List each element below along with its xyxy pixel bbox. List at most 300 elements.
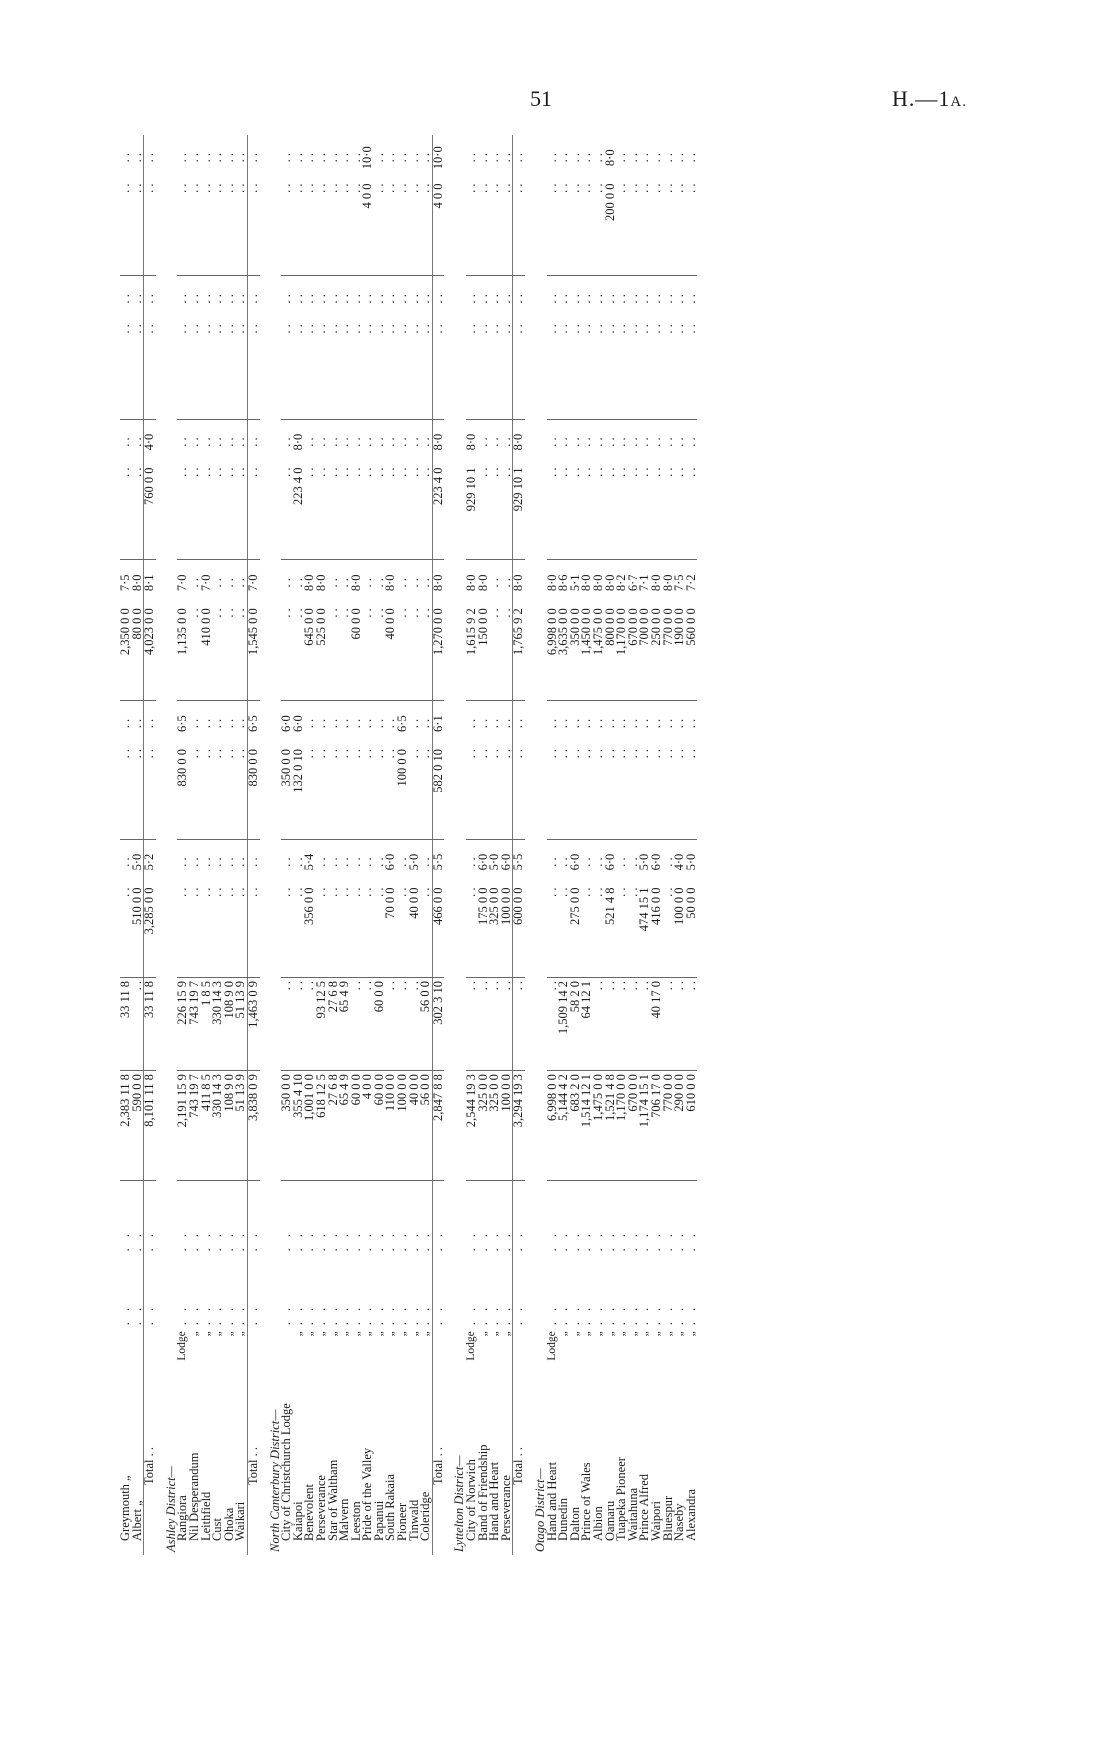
cell-c12: . . [290,294,305,304]
cell-c14: . . [579,153,594,163]
cell-c4: 6·0 [648,853,663,871]
leader-dots: . . [418,1303,433,1326]
table-row [605,135,617,1555]
cell-c7: . . [339,605,351,700]
table-row [224,135,236,1555]
leader-dots: . . [556,1303,571,1326]
row-lodge: „ [199,1331,212,1337]
cell-c13: . . [132,180,144,275]
cell-c3: . . [177,884,189,977]
row-name: Otago District— [533,1468,547,1552]
cell-c13: . . [513,180,525,275]
row-lodge: „ [372,1331,385,1337]
cell-c9: 760 0 0 [144,464,156,559]
cell-c3: 474 15 1 [639,884,651,977]
cell-c8: 8·0 [579,574,594,592]
leader-dots: . . [198,1229,213,1252]
cell-c2: 93 12 5 [316,978,328,1071]
row-name: Prince of Wales [579,1462,594,1541]
table-gap [156,135,166,1555]
cell-c14: . . [175,153,190,163]
cell-c1: 3,294 19 3 [513,1071,525,1181]
cell-c12: . . [371,294,386,304]
leader-dots: . . [602,1229,617,1252]
cell-c12: . . [186,294,201,304]
cell-c13: 4 0 0 [432,180,444,275]
cell-c7: 350 0 0 [570,605,582,700]
cell-c11: . . [189,321,201,419]
cell-c7: 150 0 0 [478,605,490,700]
cell-c6: . . [233,718,248,729]
table-row [547,135,559,1555]
cell-c10: . . [487,437,502,447]
leader-dots: . . [637,1303,652,1326]
cell-c2: 60 0 0 [374,978,386,1071]
cell-c14: . . [406,153,421,163]
cell-c7: . . [362,605,374,700]
row-lodge: „ [291,1331,304,1337]
cell-c3: 50 0 0 [686,884,698,977]
cell-c12: . . [544,294,559,304]
cell-c14: . . [290,153,305,163]
cell-c8: . . [337,578,352,588]
cell-c3: . . [547,884,559,977]
cell-c14: . . [637,153,652,163]
cell-c5: 582 0 10 [432,746,444,839]
cell-c14: . . [475,153,490,163]
cell-c14: . . [186,153,201,163]
table-body [120,135,697,1555]
row-lodge: „ [638,1331,651,1337]
cell-c13: . . [478,180,490,275]
cell-c10: . . [625,437,640,447]
cell-c14: 8·0 [602,149,617,167]
table-row [513,135,525,1555]
cell-c14: . . [348,153,363,163]
cell-c5: . . [362,746,374,839]
cell-c7: . . [489,605,501,700]
cell-c12: . . [418,294,433,304]
table-gap [444,135,454,1555]
table-row [293,135,305,1555]
leader-dots: . . [221,1229,236,1252]
leader-dots: . . [186,1303,201,1326]
cell-c12: . . [279,294,294,304]
cell-c9: . . [328,464,340,559]
row-lodge: „ [673,1331,686,1337]
cell-c1: 3,838 0 9 [247,1071,259,1181]
cell-c6: . . [221,718,236,729]
cell-c7: 1,170 0 0 [616,605,628,700]
row-name: Cust [210,1518,225,1541]
cell-c14: . . [302,153,317,163]
cell-c3: . . [212,884,224,977]
cell-c11: . . [362,321,374,419]
cell-c6: . . [660,718,675,729]
cell-c8: 6·7 [625,574,640,592]
cell-c1: 770 0 0 [663,1071,675,1181]
cell-c12: . . [625,294,640,304]
cell-c12: . . [302,294,317,304]
cell-c2: . . [663,978,675,1071]
table-row [535,135,547,1555]
cell-c6: . . [129,718,144,729]
cell-c5: . . [478,746,490,839]
cell-c14: . . [614,153,629,163]
cell-c14: . . [221,153,236,163]
cell-c10: 4·0 [144,419,156,464]
cell-c12: . . [432,276,444,321]
leader-dots: . . [498,1229,513,1252]
cell-c10: . . [567,437,582,447]
leader-dots: . . [544,1229,559,1252]
row-name: Tuapeka Pioneer [614,1457,629,1541]
document-reference-main: H.—1 [892,86,951,111]
cell-c8: . . [221,578,236,588]
cell-c11: . . [201,321,213,419]
table-row [281,135,293,1555]
cell-c3: . . [593,884,605,977]
row-lodge: „ [396,1331,409,1337]
leader-dots: . . [544,1303,559,1326]
cell-c13: 4 0 0 [362,180,374,275]
cell-c2: 1,509 14 2 [558,978,570,1071]
cell-c2: . . [304,978,316,1071]
row-name: Nil Desperandum [186,1452,201,1541]
cell-c8: 8·6 [556,574,571,592]
leader-dots: . . [487,1229,502,1252]
table-row [686,135,698,1555]
cell-c10: . . [186,437,201,447]
lodge-investments-table [120,135,697,1555]
cell-c3: . . [466,884,478,977]
cell-c6: . . [348,718,363,729]
cell-c10: . . [325,437,340,447]
cell-c6: . . [475,718,490,729]
leader-dots: . . [498,1303,513,1326]
row-name: Naseby [672,1503,687,1541]
cell-c3: . . [663,884,675,977]
cell-c4: . . [221,857,236,867]
cell-c4: 6·0 [475,853,490,871]
row-name: Waitahuna [625,1487,640,1541]
cell-c7: . . [420,605,432,700]
cell-c12: . . [498,294,513,304]
table-row [189,135,201,1555]
cell-c11: . . [501,321,513,419]
cell-c14: . . [660,153,675,163]
cell-c5: . . [374,746,386,839]
cell-c9: . . [304,464,316,559]
cell-c5: . . [385,746,397,839]
table-row [316,135,328,1555]
cell-c6: . . [210,718,225,729]
cell-c2: 64 12 1 [581,978,593,1071]
cell-c6: 6·0 [279,715,294,732]
cell-c9: . . [570,464,582,559]
cell-c13: . . [144,180,156,275]
cell-c4: . . [313,857,328,867]
leader-dots: . . [313,1303,328,1326]
cell-c12: . . [210,294,225,304]
table-row [177,135,189,1555]
cell-c11: . . [489,321,501,419]
cell-c14: 10·0 [432,135,444,180]
cell-c5: . . [351,746,363,839]
cell-c5: . . [409,746,421,839]
cell-c14: . . [279,153,294,163]
table-row [420,135,432,1555]
cell-c1: 670 0 0 [628,1071,640,1181]
cell-c1: 27 6 8 [328,1071,340,1181]
row-lodge: „ [384,1331,397,1337]
cell-c5: . . [581,746,593,839]
cell-c3: . . [558,884,570,977]
cell-c12: . . [475,294,490,304]
cell-c1: 590 0 0 [132,1071,144,1181]
cell-c6: . . [198,718,213,729]
leader-dots: . . [210,1229,225,1252]
leader-dots: . . [625,1229,640,1252]
cell-c2: 330 14 3 [212,978,224,1071]
cell-c5: . . [674,746,686,839]
cell-c8: 8·0 [464,574,479,592]
leader-dots: . . [247,1254,259,1328]
cell-c9: . . [420,464,432,559]
cell-c1: 2,544 19 3 [466,1071,478,1181]
cell-c14: . . [487,153,502,163]
cell-c14: . . [464,153,479,163]
cell-c14: . . [395,153,410,163]
cell-c4: . . [395,857,410,867]
row-lodge: „ [338,1331,351,1337]
cell-c11: . . [663,321,675,419]
cell-c11: . . [397,321,409,419]
cell-c5: 830 0 0 [177,746,189,839]
cell-c3: . . [120,884,132,977]
cell-c10: 8·0 [464,433,479,451]
cell-c13: . . [501,180,513,275]
cell-c14: . . [683,153,698,163]
cell-c3: . . [339,884,351,977]
leader-dots: . . [337,1229,352,1252]
row-lodge: „ [603,1331,616,1337]
cell-c7: 560 0 0 [686,605,698,700]
cell-c8: 8·0 [660,574,675,592]
cell-c8: . . [186,578,201,588]
cell-c14: 10·0 [360,146,375,170]
table-row [144,135,156,1555]
cell-c14: . . [198,153,213,163]
cell-c10: . . [590,437,605,447]
cell-c8: 8·1 [144,560,156,605]
cell-c7: 770 0 0 [663,605,675,700]
cell-c13: . . [304,180,316,275]
cell-c11: . . [385,321,397,419]
cell-c6: . . [418,718,433,729]
cell-c13: . . [409,180,421,275]
cell-c4: . . [290,857,305,867]
table-row [304,135,316,1555]
cell-c5: . . [628,746,640,839]
cell-c3: 3,285 0 0 [144,884,156,977]
table-row [478,135,490,1555]
cell-c3: 175 0 0 [478,884,490,977]
table-row [616,135,628,1555]
cell-c2: . . [132,978,144,1071]
row-lodge: „ [234,1331,247,1337]
row-name: Star of Waltham [325,1459,340,1541]
row-name: Greymouth „ [118,1475,132,1541]
cell-c5: . . [513,746,525,839]
cell-c3: . . [581,884,593,977]
row-name: Perseverance [313,1475,328,1541]
cell-c1: 610 0 0 [686,1071,698,1181]
cell-c3: . . [374,884,386,977]
cell-c1: 1,514 12 1 [581,1071,593,1181]
row-label [144,1328,156,1555]
cell-c9: . . [385,464,397,559]
cell-c3: . . [351,884,363,977]
cell-c12: . . [614,294,629,304]
cell-c13: . . [374,180,386,275]
leader-dots: . . [279,1229,294,1252]
cell-c12: . . [129,294,144,304]
cell-c13: . . [593,180,605,275]
cell-c2: 1,463 0 9 [247,978,259,1071]
cell-c7: 40 0 0 [385,605,397,700]
row-lodge: „ [361,1331,374,1337]
cell-c4: 5·0 [129,853,144,871]
cell-c8: . . [360,578,375,588]
table-row [558,135,570,1555]
row-lodge: Lodge [176,1331,189,1361]
cell-c8: 8·0 [513,560,525,605]
cell-c2: 33 11 8 [144,978,156,1071]
cell-c5: . . [201,746,213,839]
cell-c1: 56 0 0 [420,1071,432,1181]
cell-c10: . . [395,437,410,447]
cell-c3: . . [628,884,640,977]
cell-c9: . . [339,464,351,559]
cell-c1: 1,170 0 0 [616,1071,628,1181]
cell-c7: . . [189,605,201,700]
cell-c2: 65 4 9 [339,978,351,1071]
cell-c4: 6·0 [567,853,582,871]
cell-c1: 683 2 0 [570,1071,582,1181]
cell-c7: . . [328,605,340,700]
row-name: Bluespur [660,1495,675,1541]
cell-c1: 2,847 8 8 [432,1071,444,1181]
cell-c1: 108 9 0 [224,1071,236,1181]
cell-c11: . . [513,321,525,419]
cell-c5: . . [466,746,478,839]
cell-c9: . . [351,464,363,559]
row-lodge: „ [476,1331,489,1337]
row-label [513,1328,525,1555]
row-lodge: „ [211,1331,224,1337]
cell-c11: . . [328,321,340,419]
cell-c6: . . [648,718,663,729]
cell-c12: . . [198,294,213,304]
cell-c6: . . [637,718,652,729]
cell-c1: 65 4 9 [339,1071,351,1181]
table-row [409,135,421,1555]
cell-c2: . . [593,978,605,1071]
cell-c6: . . [186,718,201,729]
table-row [132,135,144,1555]
cell-c10: . . [233,437,248,447]
cell-c6: 6·0 [290,715,305,732]
table-row [235,135,247,1555]
cell-c1: 5,144 4 2 [558,1071,570,1181]
row-lodge: „ [349,1331,362,1337]
cell-c7: 1,450 0 0 [581,605,593,700]
cell-c8: 8·0 [544,574,559,592]
cell-c6: 6·5 [175,715,190,732]
cell-c4: . . [579,857,594,867]
cell-c7: 1,765 9 2 [513,605,525,700]
row-name: Oamaru [602,1500,617,1541]
leader-dots: . . [432,1254,444,1328]
cell-c1: 8,101 11 8 [144,1071,156,1181]
cell-c1: 1,475 0 0 [593,1071,605,1181]
cell-c12: . . [672,294,687,304]
cell-c11: . . [628,321,640,419]
cell-c13: . . [558,180,570,275]
leader-dots: . . [279,1303,294,1326]
cell-c11: . . [686,321,698,419]
leader-dots: . . [144,1180,156,1254]
cell-c10: . . [247,419,259,464]
row-label [432,1328,444,1555]
cell-c2: 108 9 0 [224,978,236,1071]
cell-c2: . . [281,978,293,1071]
cell-c13: . . [281,180,293,275]
leader-dots: . . [186,1229,201,1252]
cell-c10: . . [337,437,352,447]
leader-dots: . . [602,1303,617,1326]
cell-c11: . . [177,321,189,419]
cell-c4: 6·0 [383,853,398,871]
leader-dots: . . [337,1303,352,1326]
cell-c8: 8·0 [602,574,617,592]
cell-c1: 1,521 4 8 [605,1071,617,1181]
cell-c10: . . [614,437,629,447]
leader-dots: . . [302,1229,317,1252]
row-name: Band of Friendship [475,1444,490,1541]
cell-c9: . . [663,464,675,559]
cell-c8: . . [487,578,502,588]
cell-c14: . . [672,153,687,163]
cell-c11: . . [570,321,582,419]
cell-c13: . . [351,180,363,275]
row-name: Total . . [511,1446,526,1485]
cell-c10: . . [279,437,294,447]
cell-c14: . . [325,153,340,163]
cell-c4: . . [233,857,248,867]
cell-c12: . . [348,294,363,304]
cell-c10: . . [672,437,687,447]
cell-c5: . . [235,746,247,839]
cell-c7: . . [224,605,236,700]
cell-c5: . . [189,746,201,839]
row-name: Waikari [233,1501,248,1541]
row-name: South Rakaia [383,1473,398,1541]
cell-c8: . . [498,578,513,588]
cell-c8: 8·0 [590,574,605,592]
cell-c11: . . [581,321,593,419]
